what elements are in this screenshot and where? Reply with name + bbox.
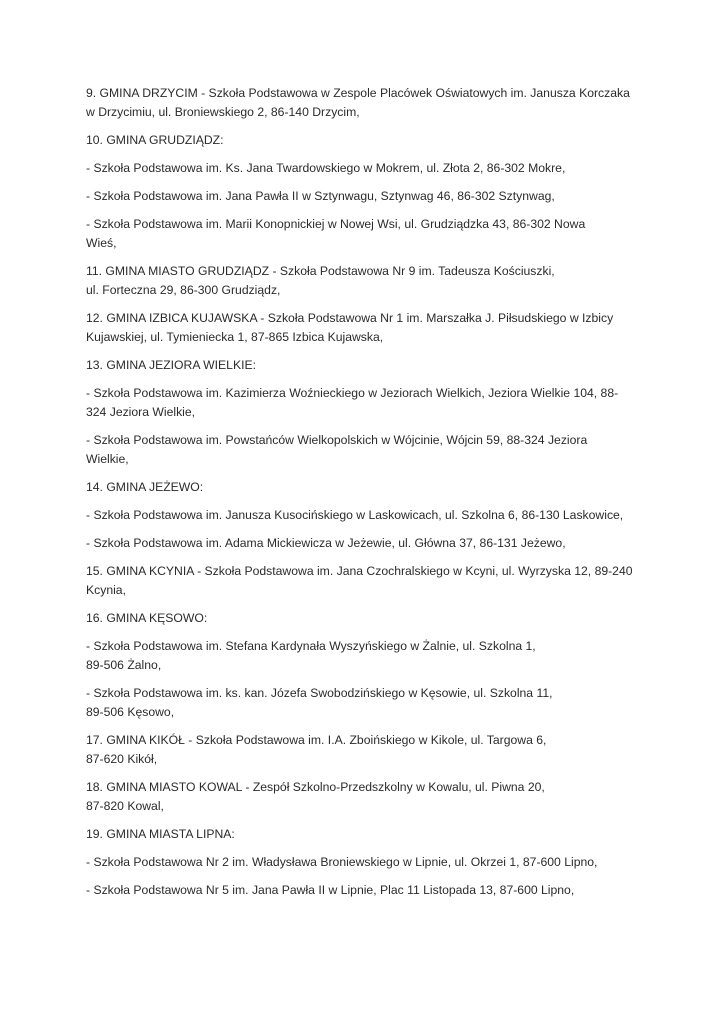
text-line: - Szkoła Podstawowa im. ks. kan. Józefa Swobodzińskiego w Kęsowie, ul. Szkolna 11, [86, 686, 553, 700]
text-line: 16. GMINA KĘSOWO: [86, 611, 208, 625]
text-line: - Szkoła Podstawowa im. Stefana Kardynała Wyszyńskiego w Żalnie, ul. Szkolna 1, [86, 639, 536, 653]
document-page [86, 84, 656, 909]
text-line: - Szkoła Podstawowa im. Jana Pawła II w Sztynwagu, Sztynwag 46, 86-302 Sztynwag, [86, 189, 555, 203]
text-line: 14. GMINA JEŻEWO: [86, 480, 204, 494]
paragraph [86, 384, 656, 422]
paragraph [86, 356, 656, 375]
paragraph [86, 84, 656, 122]
paragraph [86, 506, 656, 525]
text-line: Wielkie, [86, 452, 129, 466]
paragraph [86, 637, 656, 675]
text-line: Wieś, [86, 236, 117, 250]
paragraph [86, 262, 656, 300]
text-line: Kujawskiej, ul. Tymieniecka 1, 87-865 Izbica Kujawska, [86, 330, 384, 344]
text-line: 15. GMINA KCYNIA - Szkoła Podstawowa im. Jana Czochralskiego w Kcyni, ul. Wyrzyska 12, 89-240 [86, 564, 633, 578]
paragraph [86, 731, 656, 769]
text-line: ul. Forteczna 29, 86-300 Grudziądz, [86, 283, 281, 297]
paragraph [86, 853, 656, 872]
text-line: 11. GMINA MIASTO GRUDZIĄDZ - Szkoła Podstawowa Nr 9 im. Tadeusza Kościuszki, [86, 264, 555, 278]
paragraph [86, 431, 656, 469]
text-line: 87-820 Kowal, [86, 799, 164, 813]
paragraph [86, 478, 656, 497]
text-line: 19. GMINA MIASTA LIPNA: [86, 827, 235, 841]
paragraph [86, 778, 656, 816]
text-line: - Szkoła Podstawowa im. Ks. Jana Twardowskiego w Mokrem, ul. Złota 2, 86-302 Mokre, [86, 161, 566, 175]
text-line: 10. GMINA GRUDZIĄDZ: [86, 133, 224, 147]
text-line: - Szkoła Podstawowa im. Kazimierza Woźnieckiego w Jeziorach Wielkich, Jeziora Wielkie 104, 88- [86, 386, 619, 400]
text-line: Kcynia, [86, 583, 126, 597]
paragraph [86, 131, 656, 150]
text-line: - Szkoła Podstawowa im. Marii Konopnickiej w Nowej Wsi, ul. Grudziądzka 43, 86-302 Nowa [86, 217, 586, 231]
paragraph [86, 825, 656, 844]
text-line: - Szkoła Podstawowa Nr 2 im. Władysława Broniewskiego w Lipnie, ul. Okrzei 1, 87-600 Lipno, [86, 855, 598, 869]
text-line: w Drzycimiu, ul. Broniewskiego 2, 86-140 Drzycim, [86, 105, 360, 119]
text-line: 9. GMINA DRZYCIM - Szkoła Podstawowa w Zespole Placówek Oświatowych im. Janusza Korczaka [86, 86, 630, 100]
paragraph [86, 562, 656, 600]
paragraph [86, 609, 656, 628]
text-line: 324 Jeziora Wielkie, [86, 405, 196, 419]
paragraph [86, 215, 656, 253]
text-line: - Szkoła Podstawowa im. Janusza Kusocińskiego w Laskowicach, ul. Szkolna 6, 86-130 Laskowice, [86, 508, 624, 522]
text-line: 89-506 Kęsowo, [86, 705, 175, 719]
text-line: - Szkoła Podstawowa im. Adama Mickiewicza w Jeżewie, ul. Główna 37, 86-131 Jeżewo, [86, 536, 566, 550]
text-line: - Szkoła Podstawowa Nr 5 im. Jana Pawła II w Lipnie, Plac 11 Listopada 13, 87-600 Lipno, [86, 883, 575, 897]
text-line: 18. GMINA MIASTO KOWAL - Zespół Szkolno-Przedszkolny w Kowalu, ul. Piwna 20, [86, 780, 545, 794]
paragraph [86, 309, 656, 347]
text-line: 89-506 Żalno, [86, 658, 162, 672]
text-line: 87-620 Kikół, [86, 752, 158, 766]
paragraph [86, 534, 656, 553]
text-line: - Szkoła Podstawowa im. Powstańców Wielkopolskich w Wójcinie, Wójcin 59, 88-324 Jeziora [86, 433, 588, 447]
paragraph [86, 881, 656, 900]
paragraph [86, 187, 656, 206]
paragraph [86, 159, 656, 178]
text-line: 17. GMINA KIKÓŁ - Szkoła Podstawowa im. I.A. Zboińskiego w Kikole, ul. Targowa 6, [86, 733, 547, 747]
text-line: 13. GMINA JEZIORA WIELKIE: [86, 358, 256, 372]
text-line: 12. GMINA IZBICA KUJAWSKA - Szkoła Podstawowa Nr 1 im. Marszałka J. Piłsudskiego w Izbicy [86, 311, 614, 325]
paragraph [86, 684, 656, 722]
